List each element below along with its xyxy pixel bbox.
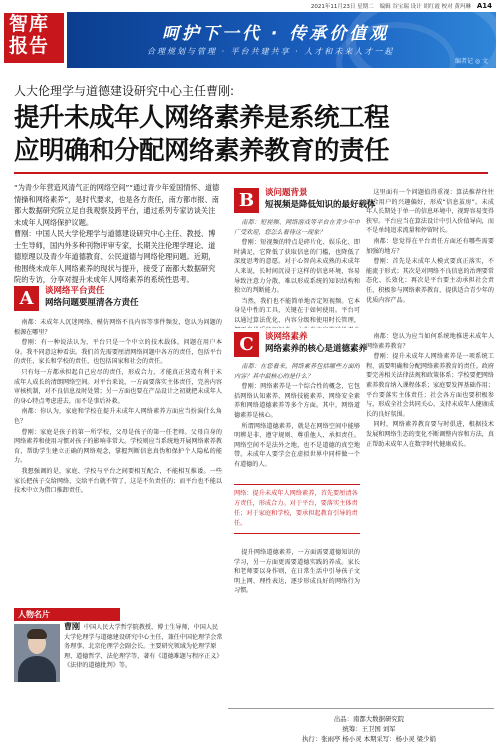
issue-date: 2021年11月23日 星期二 xyxy=(310,4,374,10)
section-tag xyxy=(4,13,64,63)
section-letter: B xyxy=(234,188,259,213)
paragraph: 这里面有一个问题值得重视：算法推荐往往迎合用户的兴趣偏好，形成“信息茧房”。未成年人长期处于单一的信息环境中，视野容易变得狭窄。平台应当在算法设计中引入价值导向，而不是单纯追求流量和停留时长。 xyxy=(366,189,494,235)
portrait-photo xyxy=(14,624,60,682)
paragraph: 曹刚：家庭是孩子的第一所学校，父母是孩子的第一任老师。父母自身的网络素养和使用习惯对孩子的影响非常大。学校则应当系统地开展网络素养教育，帮助学生建立正确的网络观念，掌握判断信息真伪和保护个人隐私的能力。 xyxy=(14,428,222,465)
bio-description: 中国人民大学哲学院教授、博士生导师，中国人民大学伦理学与道德建设研究中心主任，兼任中国伦理学会常务理事、北京伦理学会副会长。主要研究领域为伦理学原理、道德哲学、法伦理学等，著有《道德难题与程序正义》《法律的道德批判》等。 xyxy=(64,624,223,670)
page-meta xyxy=(120,2,492,10)
paragraph: 提升网络道德素养，一方面需要道德知识的学习，另一方面更需要道德实践的养成。家长和老师要以身作则，在日常生活中引导孩子文明上网、理性表达，逐步形成良好的网络行为习惯。 xyxy=(234,549,360,595)
column-c-right xyxy=(366,332,494,704)
section-subtitle: 网络问题要厘清各方责任 xyxy=(45,298,139,308)
section-tag-line2: 报告 xyxy=(9,35,50,57)
column-c-left xyxy=(234,362,360,480)
column-banner xyxy=(67,12,496,68)
article-kicker: 人大伦理学与道德建设研究中心主任曹刚: xyxy=(14,84,235,98)
section-letter: C xyxy=(234,332,259,357)
credit-line: 执行：张雨亭 杨小灵 本期采写：杨小灵 梁少娟 xyxy=(302,735,436,743)
paragraph: 曹刚：首先是未成年人模式要真正落实，不能流于形式；其次是对网络不良信息的治理要常态化、长效化；再次是平台要主动承担社会责任，积极参与网络素养教育，提供适合青少年的优质内容产品。 xyxy=(366,258,494,304)
banner-slogan: 呵护下一代 · 传承价值观 xyxy=(162,24,390,44)
credits xyxy=(244,714,494,744)
section-heading-c xyxy=(234,332,367,357)
article-lead: “为青少年营造风清气正的网络空间”“通过青少年爱国情怀、道德情操和网络素养”，是时代要求，也是各方责任，南方都市报、南都大数据研究院立足自我观察及跨平台，通过系列专家访谈关注未成年人网络保护议题。 曹刚：中国人民大学伦理学与道德建设研究中心主任、教授、博士生导师，国内外多种刊物评审专家，长期关注伦理学理论、道德原理以及青少年道德教育、公民道德与网络伦理问题。近期，他围绕未成年人网络素养的现状与提升，接受了南都大数据研究院的专访，分享对提升未成年人网络素养的系统性思考。 xyxy=(14,183,220,284)
section-heading-b xyxy=(234,188,376,213)
paragraph: 我想强调的是，家庭、学校与平台之间要相互配合，不能相互推诿。一些家长把孩子交给网络、交给平台就不管了，这是不负责任的；而平台也不能以技术中立为借口推卸责任。 xyxy=(14,467,222,495)
editor-line: 编辑 谷宝瑞 设计 胡红霞 校对 黄玛琳 xyxy=(379,4,471,10)
divider xyxy=(14,172,488,174)
banner-subtitle: 合理规划与管理 · 平台共建共享 · 人才和未来人才一起 xyxy=(147,47,395,56)
paragraph: 南都：您认为应当如何系统地推进未成年人网络素养教育？ xyxy=(366,333,494,350)
question: 南都：短视频、网络游戏等平台在青少年中广受欢迎，您怎么看待这一现象？ xyxy=(234,219,360,236)
credit-line: 出品：南都大数据研究院 xyxy=(333,715,405,723)
column-c-left-bottom xyxy=(234,548,360,703)
credit-line: 统筹：王卫国 刘军 xyxy=(342,725,396,733)
column-b-left xyxy=(234,218,360,328)
title-line: 提升未成年人网络素养是系统工程 xyxy=(14,103,390,133)
paragraph: 曹刚：提升未成年人网络素养是一项系统工程，需要明确和分配网络素养教育的责任。政府要完善相关法律法规和政策体系；学校要把网络素养教育纳入课程体系；家庭要发挥基础作用；平台要落实主体责任；社会各方面也要积极参与，形成全社会共同关心、支持未成年人健康成长的良好氛围。 xyxy=(366,353,494,418)
section-subtitle: 网络素养的核心是道德素养 xyxy=(265,344,368,354)
section-title: 谈网络平台责任 xyxy=(45,286,105,296)
divider xyxy=(228,708,494,709)
article-title xyxy=(14,102,494,168)
question: 南都：在您看来，网络素养包括哪些方面的内容？其中最核心的是什么？ xyxy=(234,363,360,380)
paragraph: 同时，网络素养教育要与时俱进，根据技术发展和网络生态的变化不断调整内容和方法，真正帮助未成年人在数字时代健康成长。 xyxy=(366,421,494,448)
bio-header: 人物名片 xyxy=(14,608,120,621)
paragraph: 只有每一方都承担起自己应尽的责任，形成合力，才能真正营造有利于未成年人成长的清朗网络空间。对平台来说，一方面要落实主体责任，完善内容审核机制，对不良信息及时处置；另一方面也要在产品设计之初就把未成年人的身心特点考虑进去，而不是事后补救。 xyxy=(14,368,222,405)
section-title: 谈问题背景 xyxy=(265,188,308,198)
section-tag-line1: 智库 xyxy=(9,13,50,35)
paragraph: 曹刚：有一种说法认为，平台只是一个中立的技术载体，问题在用户本身。我不同意这种看法。我们首先需要厘清网络问题中各方的责任，包括平台的责任、家长和学校的责任，也包括国家和社会的责任。 xyxy=(14,339,222,366)
section-subtitle: 短视频是降低知识的最好载体 xyxy=(265,200,376,210)
column-b-right xyxy=(366,188,494,328)
paragraph: 曹刚：网络素养是一个综合性的概念，它包括网络认知素养、网络技能素养、网络安全素养和网络道德素养等多个方面。其中，网络道德素养是核心。 xyxy=(234,383,360,419)
paragraph: 南都：未成年人沉迷网络、模仿网络不良内容等事件频发，您认为问题的根源在哪里？ xyxy=(14,319,222,336)
banner-editor: 编者记 ◎ 文 xyxy=(454,58,488,65)
bio-text xyxy=(64,622,224,671)
bio-name: 曹刚 xyxy=(64,622,80,631)
page-number: A14 xyxy=(476,2,492,10)
paragraph: 当然，我们也不能简单地否定短视频。它本身是中性的工具，关键在于如何使用。平台可以通过算法优化、内容分级和使用时长管理， xyxy=(234,297,360,324)
section-heading-a xyxy=(14,286,139,311)
column-a xyxy=(14,318,222,604)
paragraph: 所谓网络道德素养，就是在网络空间中能够明辨是非、遵守规则、尊重他人、承担责任。网络空间不是法外之地，也不是道德的真空地带。未成年人要学会在虚拟世界中同样做一个有道德的人。 xyxy=(234,422,360,468)
paragraph: 南都：你认为，家庭和学校在提升未成年人网络素养方面应当扮演什么角色？ xyxy=(14,408,222,425)
paragraph: 曹刚：短视频的特点是碎片化、娱乐化、即时满足，它降低了获取信息的门槛，也降低了深度思考的意愿。对于心智尚未成熟的未成年人来说，长时间沉浸于这样的信息环境，容易导致注意力分散，难以形成系统的知识结构和独立的判断能力。 xyxy=(234,239,360,295)
title-line: 应明确和分配网络素养教育的责任 xyxy=(14,136,390,166)
section-letter: A xyxy=(14,286,39,311)
pull-quote: 网络：提升未成年人网络素养，首先要厘清各方责任，形成合力。对于平台，要落实主体责任；对于家庭和学校，要承担起教育引导的责任。 xyxy=(234,484,360,534)
paragraph: 南都：您觉得在平台责任方面还有哪些需要加强的地方？ xyxy=(366,237,494,255)
section-title: 谈网络素养 xyxy=(265,332,308,342)
